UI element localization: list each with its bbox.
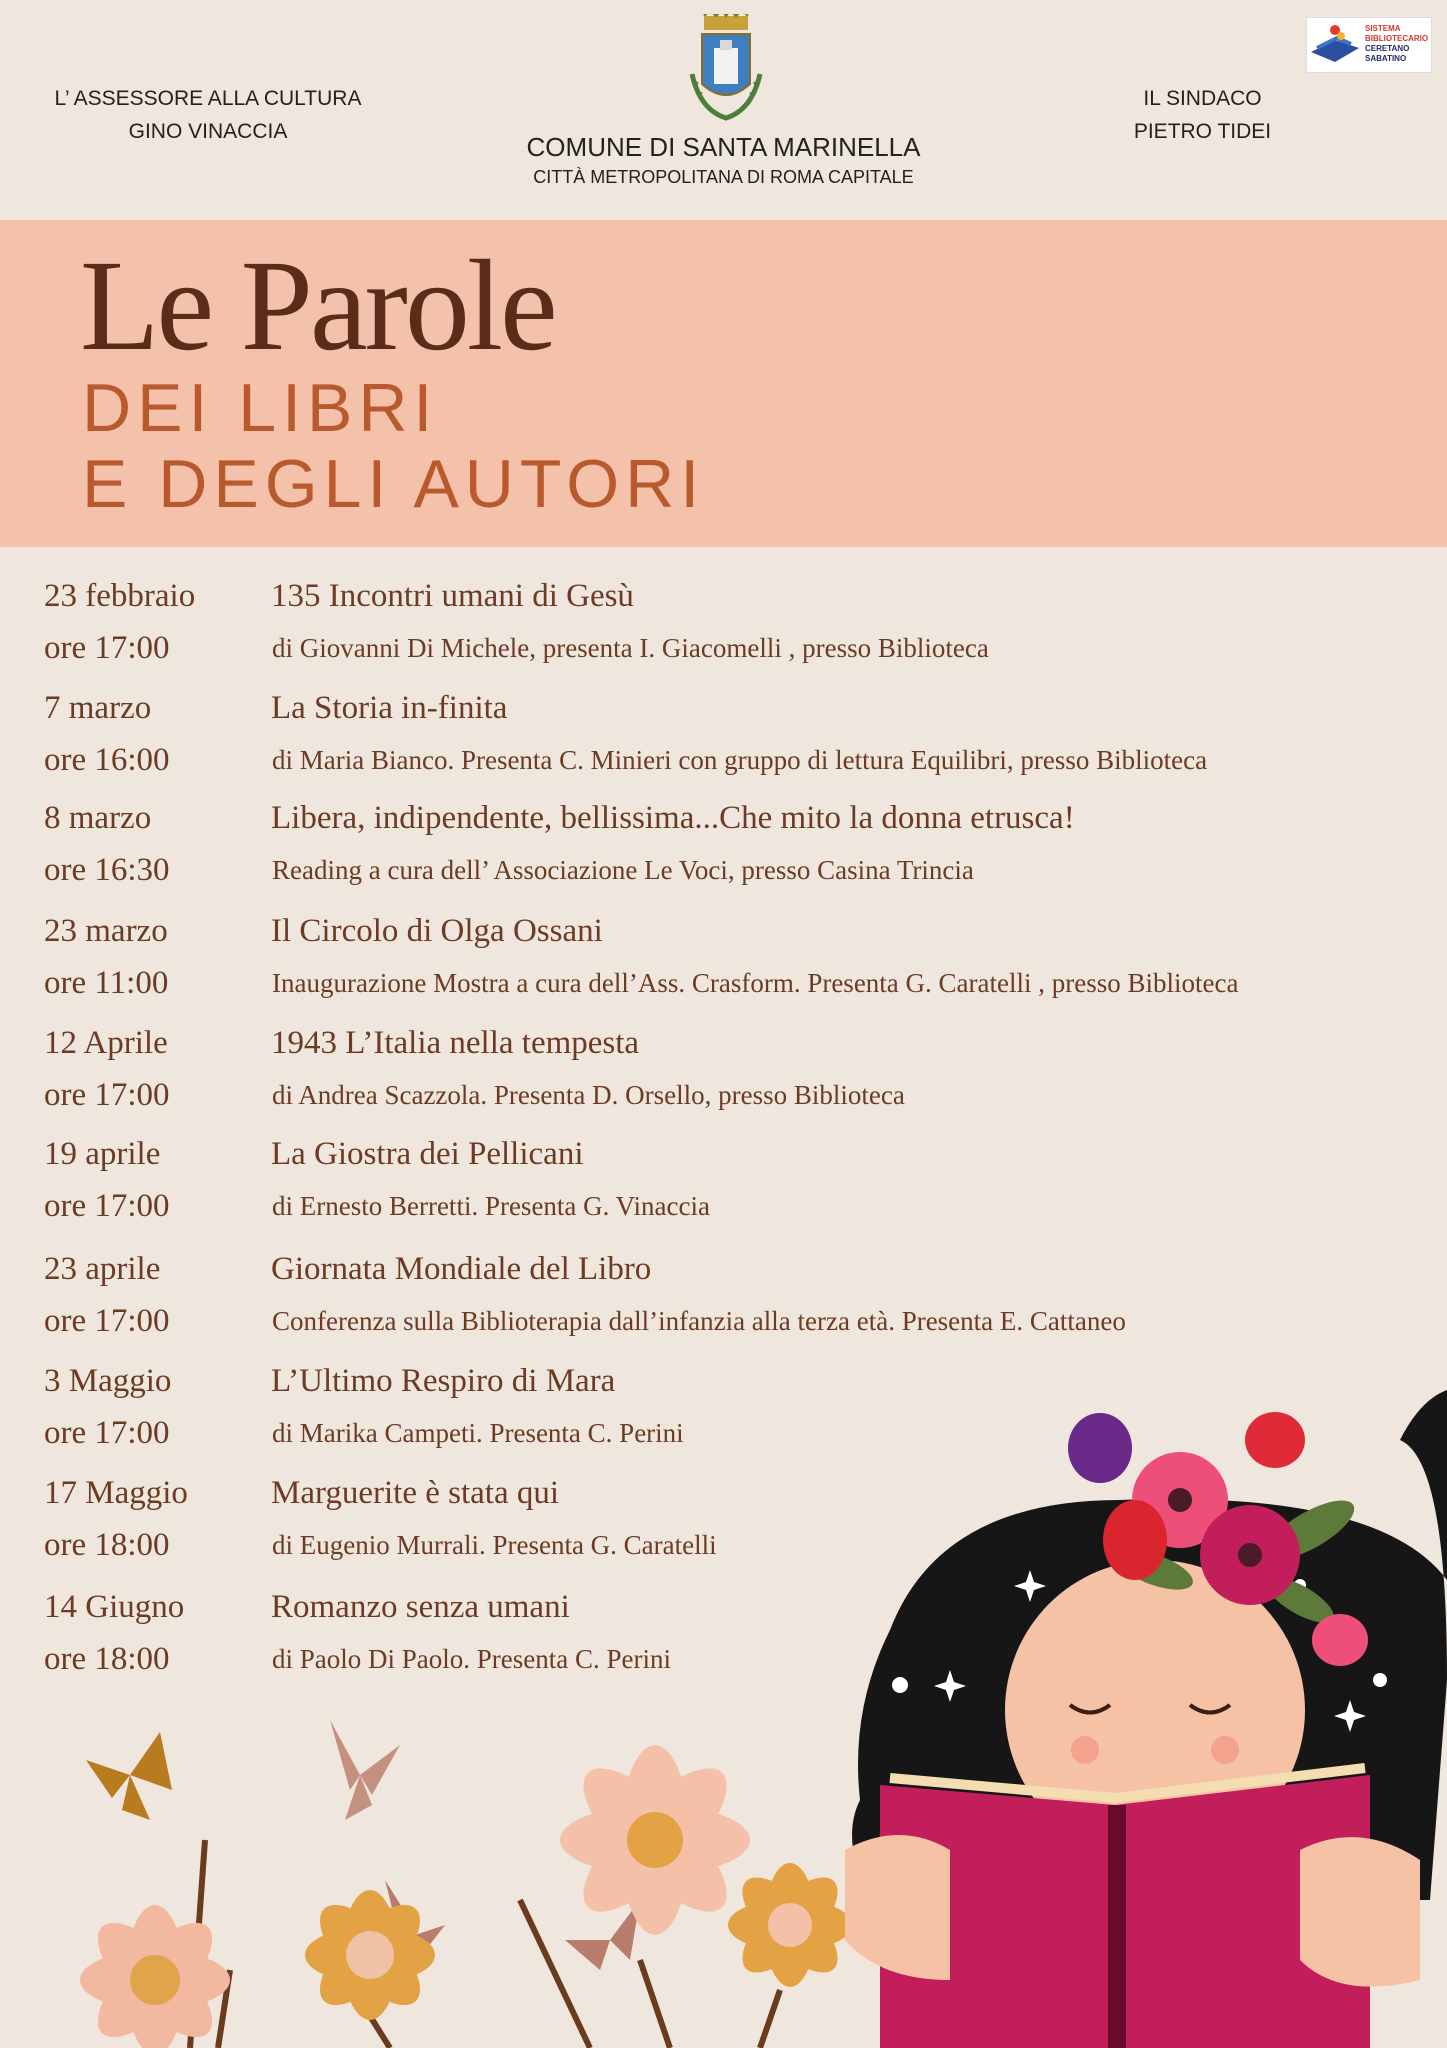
event-subtitle: di Giovanni Di Michele, presenta I. Giacomelli , presso Biblioteca (272, 633, 989, 663)
sindaco-block (1080, 82, 1325, 148)
title-sub-line-2: E DEGLI AUTORI (82, 446, 706, 522)
event-date: 23 aprile (44, 1251, 161, 1287)
butterfly-icon (330, 1720, 400, 1820)
event-title: La Giostra dei Pellicani (271, 1136, 584, 1172)
event-time: ore 18:00 (44, 1641, 170, 1677)
event-time: ore 11:00 (44, 965, 169, 1001)
sistema-bibliotecario-logo (1306, 17, 1432, 73)
event-date: 8 marzo (44, 800, 152, 836)
event-time: ore 17:00 (44, 1077, 170, 1113)
flower-icon (728, 1863, 852, 1987)
event-date: 19 aprile (44, 1136, 161, 1172)
flower-icon (80, 1905, 230, 2048)
event-time: ore 17:00 (44, 630, 170, 666)
event-title: L’Ultimo Respiro di Mara (271, 1363, 616, 1399)
event-time: ore 18:00 (44, 1527, 170, 1563)
comune-name: COMUNE DI SANTA MARINELLA (526, 132, 921, 162)
logo-line-2: BIBLIOTECARIO (1365, 34, 1429, 43)
event-title: La Storia in-finita (271, 690, 508, 726)
event-title: Giornata Mondiale del Libro (271, 1251, 652, 1287)
event-time: ore 17:00 (44, 1415, 170, 1451)
event-time: ore 17:00 (44, 1303, 170, 1339)
logo-line-4: SABATINO (1365, 54, 1407, 63)
event-time: ore 16:30 (44, 852, 170, 888)
event-date: 7 marzo (44, 690, 152, 726)
butterfly-icon (86, 1732, 172, 1820)
event-subtitle: Conferenza sulla Biblioterapia dall’infanzia alla terza età. Presenta E. Cattaneo (272, 1306, 1126, 1336)
event-title: Romanzo senza umani (271, 1589, 570, 1625)
event-date: 23 febbraio (44, 578, 196, 614)
event-subtitle: di Eugenio Murrali. Presenta G. Caratelli (272, 1530, 717, 1560)
assessore-role: L’ ASSESSORE ALLA CULTURA (54, 87, 362, 110)
event-subtitle: Reading a cura dell’ Associazione Le Voci, presso Casina Trincia (272, 855, 974, 885)
logo-line-3: CERETANO (1365, 44, 1410, 53)
event-date: 23 marzo (44, 913, 168, 949)
event-title: 135 Incontri umani di Gesù (271, 578, 634, 614)
event-date: 12 Aprile (44, 1025, 168, 1061)
flower-icon (560, 1745, 750, 1935)
event-date: 3 Maggio (44, 1363, 172, 1399)
assessore-block (48, 82, 368, 148)
event-date: 17 Maggio (44, 1475, 188, 1511)
title-sub-line-1: DEI LIBRI (82, 370, 439, 446)
event-title: Libera, indipendente, bellissima...Che mito la donna etrusca! (271, 800, 1075, 836)
citta-metropolitana: CITTÀ METROPOLITANA DI ROMA CAPITALE (533, 167, 914, 187)
sindaco-role: IL SINDACO (1143, 87, 1262, 110)
event-subtitle: Inaugurazione Mostra a cura dell’Ass. Crasform. Presenta G. Caratelli , presso Biblioteca (272, 968, 1239, 998)
event-subtitle: di Andrea Scazzola. Presenta D. Orsello, presso Biblioteca (272, 1080, 905, 1110)
reading-girl-illustration (0, 1380, 1447, 2048)
assessore-name: GINO VINACCIA (128, 120, 288, 143)
title-main: Le Parole (80, 234, 555, 378)
event-subtitle: di Marika Campeti. Presenta C. Perini (272, 1418, 684, 1448)
flower-icon (304, 1889, 436, 2021)
logo-line-1: SISTEMA (1365, 24, 1401, 33)
event-time: ore 17:00 (44, 1188, 170, 1224)
event-subtitle: di Ernesto Berretti. Presenta G. Vinaccia (272, 1191, 710, 1221)
event-subtitle: di Paolo Di Paolo. Presenta C. Perini (272, 1644, 671, 1674)
title-sub (82, 370, 705, 522)
comune-heading (480, 130, 967, 190)
coat-of-arms-icon (684, 14, 768, 132)
event-title: Il Circolo di Olga Ossani (271, 913, 603, 949)
event-title: 1943 L’Italia nella tempesta (271, 1025, 640, 1061)
event-date: 14 Giugno (44, 1589, 185, 1625)
book-logo-icon (1307, 18, 1363, 72)
event-subtitle: di Maria Bianco. Presenta C. Minieri con gruppo di lettura Equilibri, presso Biblioteca (272, 745, 1208, 775)
event-time: ore 16:00 (44, 742, 170, 778)
sindaco-name: PIETRO TIDEI (1133, 120, 1272, 143)
event-title: Marguerite è stata qui (271, 1475, 560, 1511)
